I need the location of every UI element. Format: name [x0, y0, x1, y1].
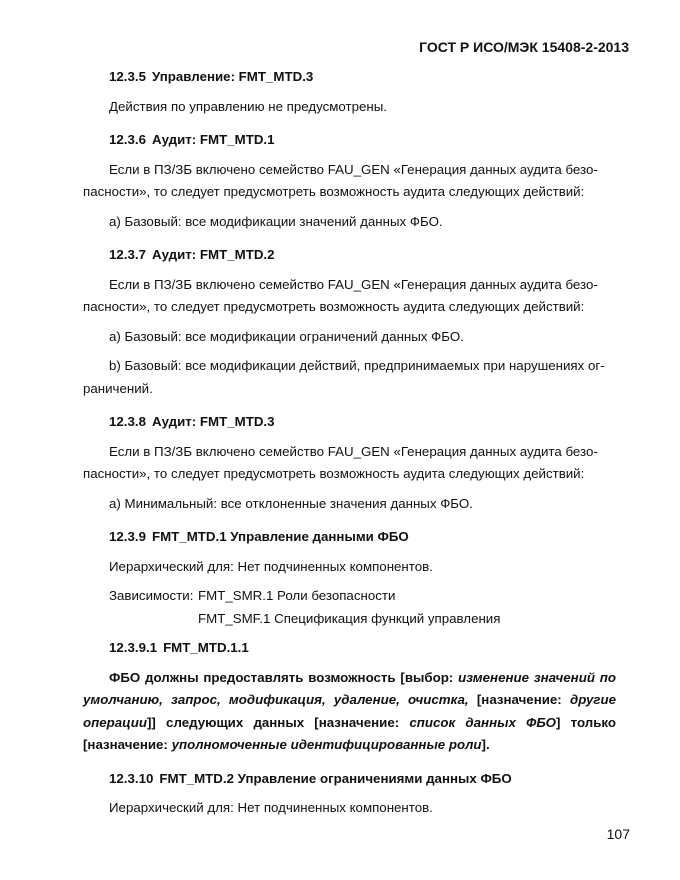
paragraph-line: пасности», то следует предусмотреть возможность аудита следующих действий:	[83, 299, 585, 314]
hierarchy-line: Иерархический для: Нет подчиненных компонентов.	[109, 558, 433, 574]
section-title: Управление: FMT_MTD.3	[151, 69, 314, 84]
section-number: 12.3.9	[109, 529, 146, 544]
heading-12-3-7	[109, 241, 616, 267]
dependency-item: FMT_SMF.1 Спецификация функций управления	[198, 610, 501, 626]
paragraph-line: пасности», то следует предусмотреть возможность аудита следующих действий:	[83, 466, 585, 481]
dependencies-label: Зависимости:	[109, 588, 194, 603]
standard-header: ГОСТ Р ИСО/МЭК 15408-2-2013	[419, 39, 629, 55]
page-number: 107	[606, 826, 630, 842]
heading-12-3-5	[109, 63, 616, 89]
section-title: Аудит: FMT_MTD.3	[151, 414, 275, 429]
requirement-text: ФБО должны предоставлять возможность [выбор: изменение значений по умолчанию, запрос, модификация, удаление, очистка, [назначение: другие операции]] следующих данных [назначение: список данных ФБО] только [назначение: уполномоченные идентифицированные роли].	[83, 669, 617, 752]
section-number: 12.3.6	[109, 132, 146, 147]
section-number: 12.3.7	[109, 247, 146, 262]
section-title: FMT_MTD.1 Управление данными ФБО	[151, 529, 409, 544]
paragraph-line: пасности», то следует предусмотреть возможность аудита следующих действий:	[83, 184, 585, 199]
heading-12-3-8	[109, 408, 616, 434]
list-item-b-cont: раничений.	[83, 380, 153, 396]
section-title: Аудит: FMT_MTD.2	[151, 247, 275, 262]
section-title: FMT_MTD.2 Управление ограничениями данных ФБО	[159, 770, 512, 786]
section-title: Аудит: FMT_MTD.1	[151, 132, 275, 147]
list-item-a: а) Минимальный: все отклоненные значения данных ФБО.	[109, 495, 473, 511]
dependency-item: FMT_SMR.1 Роли безопасности	[198, 588, 396, 603]
section-number: 12.3.9.1	[109, 640, 158, 655]
heading-12-3-6	[109, 126, 616, 152]
paragraph-line: Если в ПЗ/ЗБ включено семейство FAU_GEN «Генерация данных аудита безо-	[109, 276, 598, 292]
list-item-a: а) Базовый: все модификации ограничений данных ФБО.	[109, 328, 464, 344]
dependencies-block	[109, 585, 616, 630]
section-title: FMT_MTD.1.1	[163, 640, 249, 655]
section-number: 12.3.5	[109, 69, 146, 84]
heading-12-3-9	[109, 523, 616, 549]
page-content	[83, 63, 616, 820]
list-item-b: b) Базовый: все модификации действий, предпринимаемых при нарушениях ог-	[109, 358, 605, 373]
paragraph-line: Если в ПЗ/ЗБ включено семейство FAU_GEN «Генерация данных аудита безо-	[109, 443, 598, 459]
heading-12-3-10	[109, 765, 616, 791]
hierarchy-line: Иерархический для: Нет подчиненных компонентов.	[109, 800, 433, 815]
list-item-a: а) Базовый: все модификации значений данных ФБО.	[109, 213, 443, 229]
section-number: 12.3.10	[109, 770, 154, 786]
heading-12-3-9-1	[109, 637, 616, 660]
paragraph: Действия по управлению не предусмотрены.	[109, 98, 387, 114]
section-number: 12.3.8	[109, 414, 146, 429]
paragraph-line: Если в ПЗ/ЗБ включено семейство FAU_GEN «Генерация данных аудита безо-	[109, 161, 598, 177]
